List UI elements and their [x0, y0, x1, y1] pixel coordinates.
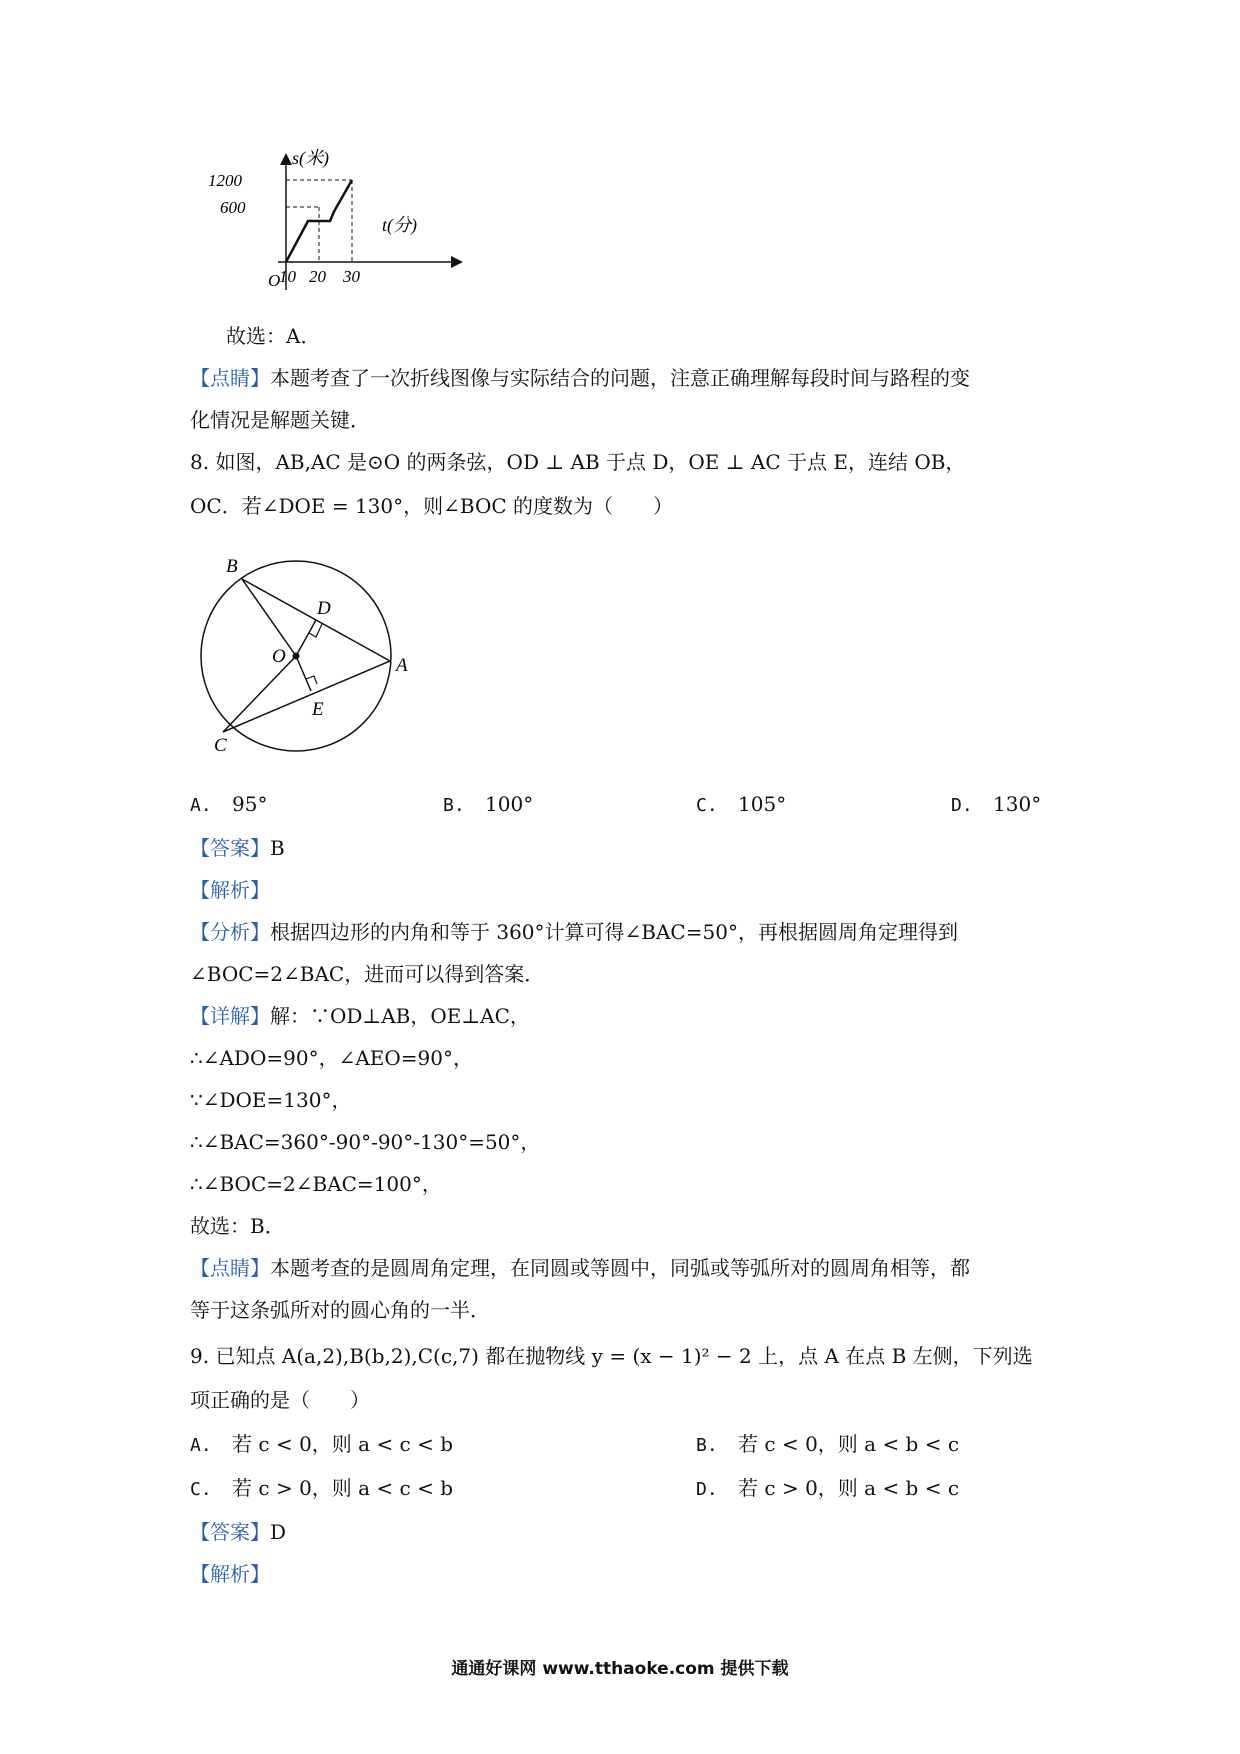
q8-option-a-text: 95°: [232, 792, 268, 816]
q7-comment-text-1: 本题考查了一次折线图像与实际结合的问题，注意正确理解每段时间与路程的变: [270, 366, 970, 390]
q9-option-d: [696, 1474, 959, 1504]
label-a: A: [396, 655, 408, 676]
q8-option-b-letter: B.: [443, 795, 465, 816]
q9-option-c: [190, 1474, 453, 1504]
q9-answer-value: D: [270, 1520, 287, 1544]
q8-comment-tag: 【点睛】: [190, 1256, 270, 1280]
q8-fenxi-line-2: ∠BOC=2∠BAC，进而可以得到答案．: [190, 962, 545, 986]
label-d: D: [317, 598, 331, 619]
segment-oc: [223, 656, 296, 732]
q8-answer-line: [190, 834, 285, 862]
segment-od: [296, 620, 316, 656]
q9-option-a-text: 若 c < 0，则 a < c < b: [232, 1432, 454, 1456]
x-axis-label: t(分): [382, 215, 417, 235]
q7-comment-tag: 【点睛】: [190, 366, 270, 390]
q7-comment-line-2: 化情况是解题关键．: [190, 408, 370, 432]
q8-fenxi-line-1: [190, 918, 958, 946]
q7-answer-line: 故选：A．: [226, 324, 321, 348]
q9-option-b: [696, 1430, 959, 1460]
q7-comment-line-1: [190, 364, 970, 392]
q8-detail-text-1: 解：∵OD⊥AB，OE⊥AC，: [270, 1004, 530, 1028]
q8-detail-line-4: ∴∠BAC=360°-90°-90°-130°=50°，: [190, 1130, 541, 1154]
q8-fenxi-text-1: 根据四边形的内角和等于 360°计算可得∠BAC=50°，再根据圆周角定理得到: [270, 920, 958, 944]
x-tick-10: 10: [279, 267, 296, 286]
q8-comment-line-2: 等于这条弧所对的圆心角的一半．: [190, 1298, 490, 1322]
x-tick-20: 20: [309, 267, 326, 286]
q8-analysis-tag: 【解析】: [190, 878, 270, 902]
q9-stem-line-1: 9. 已知点 A(a,2),B(b,2),C(c,7) 都在抛物线 y = (x − 1)² − 2 上，点 A 在点 B 左侧，下列选: [190, 1344, 1033, 1368]
q8-option-d-text: 130°: [993, 792, 1042, 816]
q9-analysis-tag: 【解析】: [190, 1562, 270, 1586]
q9-answer-tag: 【答案】: [190, 1520, 270, 1544]
segment-ob: [242, 579, 296, 656]
q8-option-d: [951, 790, 1041, 820]
q8-comment-text-1: 本题考查的是圆周角定理，在同圆或等圆中，同弧或等弧所对的圆周角相等，都: [270, 1256, 970, 1280]
y-tick-1200: 1200: [208, 171, 242, 190]
x-tick-30: 30: [343, 267, 360, 286]
label-b: B: [226, 556, 238, 577]
q9-answer-line: [190, 1518, 286, 1546]
q8-detail-line-2: ∴∠ADO=90°，∠AEO=90°，: [190, 1046, 473, 1070]
q8-option-d-letter: D.: [951, 795, 973, 816]
distance-time-graph: [208, 148, 490, 300]
q9-option-a-letter: A.: [190, 1435, 212, 1456]
page-footer: 通通好课网 www.tthaoke.com 提供下载: [451, 1659, 789, 1679]
q8-detail-tag: 【详解】: [190, 1004, 270, 1028]
q8-fenxi-tag: 【分析】: [190, 920, 270, 944]
q8-option-b-text: 100°: [485, 792, 534, 816]
q9-option-c-text: 若 c > 0，则 a < c < b: [232, 1476, 454, 1500]
q8-option-c-letter: C.: [696, 795, 718, 816]
q8-option-c: [696, 790, 786, 820]
q8-option-a-letter: A.: [190, 795, 212, 816]
q8-detail-line-3: ∵∠DOE=130°，: [190, 1088, 352, 1112]
q8-comment-line-1: [190, 1254, 970, 1282]
center-point-o: [293, 653, 300, 660]
q8-detail-line-5: ∴∠BOC=2∠BAC=100°，: [190, 1172, 442, 1196]
q8-answer-tag: 【答案】: [190, 836, 270, 860]
label-e: E: [312, 699, 324, 720]
q8-option-a: [190, 790, 268, 820]
q8-choose-line: 故选：B．: [190, 1214, 285, 1238]
q9-option-b-text: 若 c < 0，则 a < b < c: [738, 1432, 960, 1456]
q9-option-c-letter: C.: [190, 1479, 212, 1500]
label-o: O: [272, 646, 286, 667]
q9-stem-line-2: 项正确的是（ ）: [190, 1388, 370, 1412]
y-axis-label: s(米): [292, 148, 329, 168]
q8-stem-line-2: OC．若∠DOE = 130°，则∠BOC 的度数为（ ）: [190, 494, 674, 518]
segment-oe: [296, 656, 311, 691]
q8-answer-value: B: [270, 836, 285, 860]
circle-diagram: [190, 550, 430, 770]
y-tick-600: 600: [220, 198, 246, 217]
label-c: C: [214, 735, 227, 756]
q9-option-a: [190, 1430, 453, 1460]
q9-option-d-letter: D.: [696, 1479, 718, 1500]
q8-detail-line-1: [190, 1002, 530, 1030]
q8-stem-line-1: 8. 如图，AB,AC 是⊙O 的两条弦，OD ⊥ AB 于点 D，OE ⊥ AC 于点 E，连结 OB，: [190, 450, 966, 474]
q8-option-b: [443, 790, 533, 820]
q8-option-c-text: 105°: [738, 792, 787, 816]
origin-label: O: [268, 271, 281, 290]
q9-option-b-letter: B.: [696, 1435, 718, 1456]
q9-option-d-text: 若 c > 0，则 a < b < c: [738, 1476, 960, 1500]
